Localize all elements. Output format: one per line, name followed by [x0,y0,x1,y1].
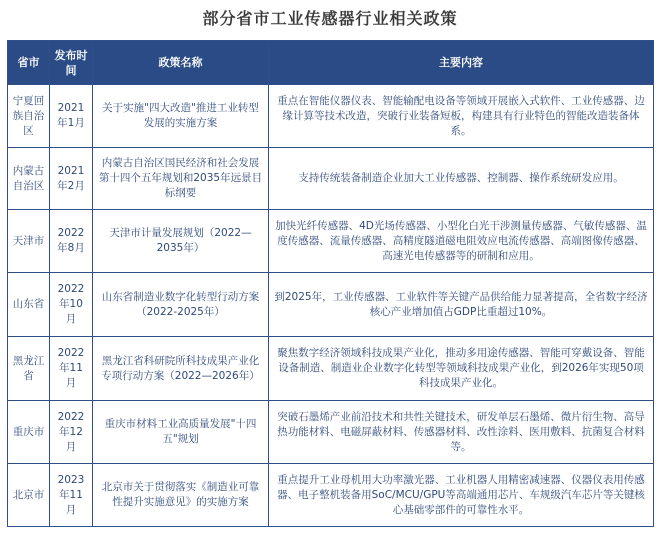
table-row [8,273,654,337]
cell-date: 2023年11月 [50,464,93,527]
table-row [8,401,654,464]
cell-content: 重点提升工业母机用大功率激光器、工业机器人用精密减速器、仪器仪表用传感器、电子整机装备用SoC/MCU/GPU等高端通用芯片、车规级汽车芯片等关键核心基础零部件的可靠性水平。 [269,464,654,527]
policy-table [7,40,654,527]
page-title: 部分省市工业传感器行业相关政策 [202,9,458,28]
cell-content: 重点在智能仪器仪表、智能输配电设备等领域开展嵌入式软件、工业传感器、边缘计算等技术改造，突破行业装备短板，构建具有行业特色的智能改造装备体系。 [269,85,654,148]
cell-province: 山东省 [8,273,50,337]
header-content: 主要内容 [269,41,654,85]
header-province: 省市 [8,41,50,85]
cell-content: 支持传统装备制造企业加大工业传感器、控制器、操作系统研发应用。 [269,148,654,210]
cell-content: 聚焦数字经济领域科技成果产业化，推动多用途传感器、智能可穿戴设备、智能设备制造、制造业企业数字化转型等领域科技成果产业化，到2026年实现50项科技成果产业化。 [269,337,654,401]
cell-policy: 黑龙江省科研院所科技成果产业化专项行动方案（2022—2026年） [93,337,269,401]
table-row [8,464,654,527]
cell-date: 2022年10月 [50,273,93,337]
cell-date: 2022年8月 [50,210,93,273]
cell-policy: 内蒙古自治区国民经济和社会发展第十四个五年规划和2035年远景目标纲要 [93,148,269,210]
table-row [8,85,654,148]
cell-province: 重庆市 [8,401,50,464]
cell-policy: 关于实施"四大改造"推进工业转型发展的实施方案 [93,85,269,148]
cell-content: 到2025年，工业传感器、工业软件等关键产品供给能力显著提高，全省数字经济核心产业增加值占GDP比重超过10%。 [269,273,654,337]
cell-province: 内蒙古自治区 [8,148,50,210]
cell-content: 突破石墨烯产业前沿技术和共性关键技术，研发单层石墨烯、微片衍生物、高导热功能材料、电磁屏蔽材料、传感器材料、改性涂料、医用敷料、抗菌复合材料等。 [269,401,654,464]
cell-date: 2021年2月 [50,148,93,210]
cell-date: 2021年1月 [50,85,93,148]
table-row [8,148,654,210]
cell-content: 加快光纤传感器、4D光场传感器、小型化白光干涉测量传感器、气敏传感器、温度传感器、流量传感器、高精度隧道磁电阻效应电流传感器、高端图像传感器、高速光电传感器等的研制和应用。 [269,210,654,273]
cell-date: 2022年12月 [50,401,93,464]
cell-province: 天津市 [8,210,50,273]
header-policy: 政策名称 [93,41,269,85]
cell-province: 宁夏回族自治区 [8,85,50,148]
table-row [8,337,654,401]
cell-policy: 重庆市材料工业高质量发展"十四五"规划 [93,401,269,464]
cell-date: 2022年11月 [50,337,93,401]
cell-policy: 天津市计量发展规划（2022—2035年） [93,210,269,273]
header-date: 发布时间 [50,41,93,85]
cell-province: 北京市 [8,464,50,527]
table-row [8,210,654,273]
cell-policy: 北京市关于贯彻落实《制造业可靠性提升实施意见》的实施方案 [93,464,269,527]
table-header-row [8,41,654,85]
cell-policy: 山东省制造业数字化转型行动方案（2022-2025年） [93,273,269,337]
cell-province: 黑龙江省 [8,337,50,401]
